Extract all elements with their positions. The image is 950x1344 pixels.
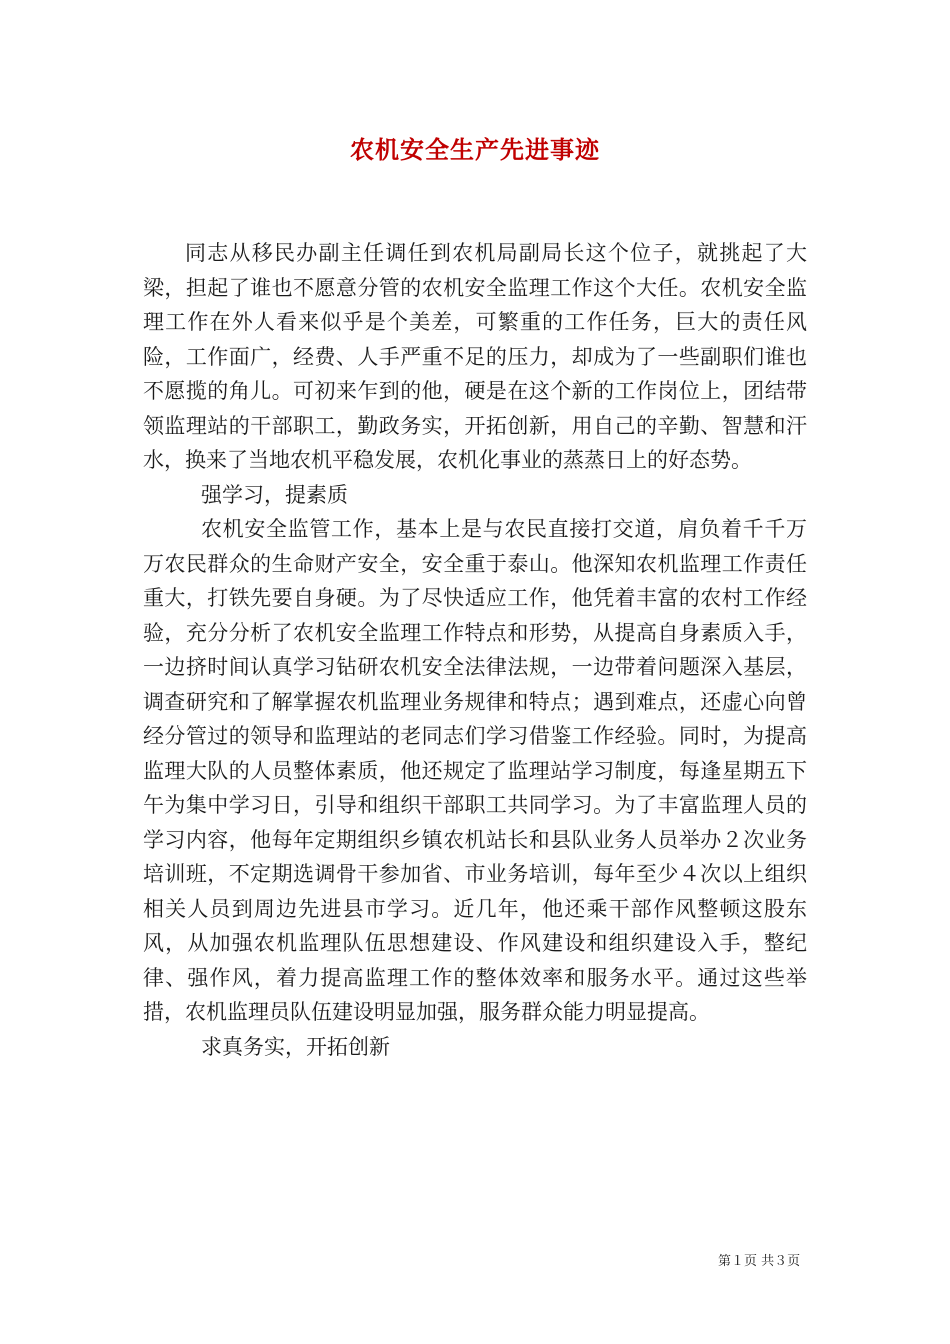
paragraph-intro: 同志从移民办副主任调任到农机局副局长这个位子，就挑起了大梁，担起了谁也不愿意分管的农机安全监理工作这个大任。农机安全监理工作在外人看来似乎是个美差，可繁重的工作任务，巨大的责任风险，工作面广，经费、人手严重不足的压力，却成为了一些副职们谁也不愿揽的角儿。可初来乍到的他，硬是在这个新的工作岗位上，团结带领监理站的干部职工，勤政务实，开拓创新，用自己的辛勤、智慧和汗水，换来了当地农机平稳发展，农机化事业的蒸蒸日上的好态势。 — [143, 241, 807, 472]
page-number-footer: 第１页 共３页 — [718, 1254, 801, 1269]
document-body — [143, 236, 807, 1064]
document-title: 农机安全生产先进事迹 — [350, 135, 600, 164]
paragraph-study: 农机安全监管工作，基本上是与农民直接打交道，肩负着千千万万农民群众的生命财产安全，安全重于泰山。他深知农机监理工作责任重大，打铁先要自身硬。为了尽快适应工作，他凭着丰富的农村工作经验，充分分析了农机安全监理工作特点和形势，从提高自身素质入手，一边挤时间认真学习钻研农机安全法律法规，一边带着问题深入基层，调查研究和了解掌握农机监理业务规律和特点；遇到难点，还虚心向曾经分管过的领导和监理站的老同志们学习借鉴工作经验。同时，为提高监理大队的人员整体素质，他还规定了监理站学习制度，每逢星期五下午为集中学习日，引导和组织干部职工共同学习。为了丰富监理人员的学习内容，他每年定期组织乡镇农机站长和县队业务人员举办２次业务培训班，不定期选调骨干参加省、市业务培训，每年至少４次以上组织相关人员到周边先进县市学习。近几年，他还乘干部作风整顿这股东风，从加强农机监理队伍思想建设、作风建设和组织建设入手，整纪律、强作风，着力提高监理工作的整体效率和服务水平。通过这些举措，农机监理员队伍建设明显加强，服务群众能力明显提高。 — [143, 517, 807, 1024]
section-heading-innovation: 求真务实，开拓创新 — [201, 1034, 390, 1059]
section-heading-study: 强学习，提素质 — [201, 482, 348, 507]
